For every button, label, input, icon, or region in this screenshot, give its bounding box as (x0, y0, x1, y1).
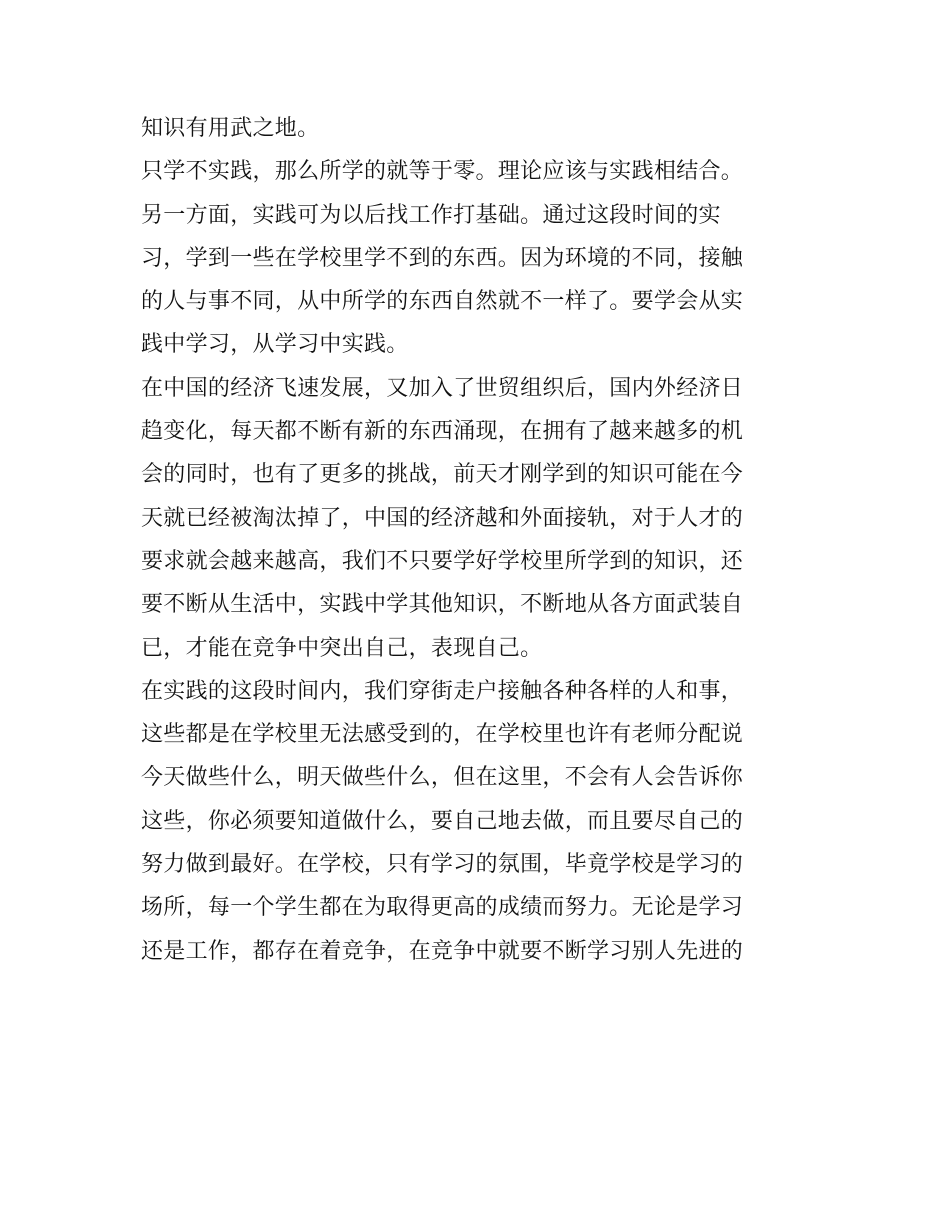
text-line: 天就已经被淘汰掉了，中国的经济越和外面接轨，对于人才的 (141, 505, 744, 531)
text-line: 会的同时，也有了更多的挑战，前天才刚学到的知识可能在今 (141, 462, 744, 488)
text-line: 在中国的经济飞速发展，又加入了世贸组织后，国内外经济日 (141, 375, 744, 401)
body-text (141, 107, 821, 973)
text-line: 要求就会越来越高，我们不只要学好学校里所学到的知识，还 (141, 548, 744, 574)
text-line: 努力做到最好。在学校，只有学习的氛围，毕竟学校是学习的 (141, 852, 744, 878)
text-line: 这些，你必须要知道做什么，要自己地去做，而且要尽自己的 (141, 808, 744, 834)
text-line: 的人与事不同，从中所学的东西自然就不一样了。要学会从实 (141, 289, 744, 315)
text-line: 只学不实践，那么所学的就等于零。理论应该与实践相结合。 (141, 159, 744, 185)
text-line: 要不断从生活中，实践中学其他知识，不断地从各方面武装自 (141, 592, 744, 618)
text-line: 知识有用武之地。 (141, 116, 320, 141)
text-line: 趋变化，每天都不断有新的东西涌现，在拥有了越来越多的机 (141, 419, 744, 445)
text-line: 习，学到一些在学校里学不到的东西。因为环境的不同，接触 (141, 245, 744, 271)
text-line: 还是工作，都存在着竞争，在竞争中就要不断学习别人先进的 (141, 938, 744, 964)
text-line: 另一方面，实践可为以后找工作打基础。通过这段时间的实 (141, 202, 721, 228)
text-line: 这些都是在学校里无法感受到的，在学校里也许有老师分配说 (141, 722, 744, 748)
text-line: 今天做些什么，明天做些什么，但在这里，不会有人会告诉你 (141, 765, 744, 791)
text-line: 已，才能在竞争中突出自己，表现自己。 (141, 635, 543, 661)
text-line: 场所，每一个学生都在为取得更高的成绩而努力。无论是学习 (141, 895, 744, 921)
text-line: 在实践的这段时间内，我们穿街走户接触各种各样的人和事， (141, 678, 744, 704)
text-line: 践中学习，从学习中实践。 (141, 332, 409, 358)
